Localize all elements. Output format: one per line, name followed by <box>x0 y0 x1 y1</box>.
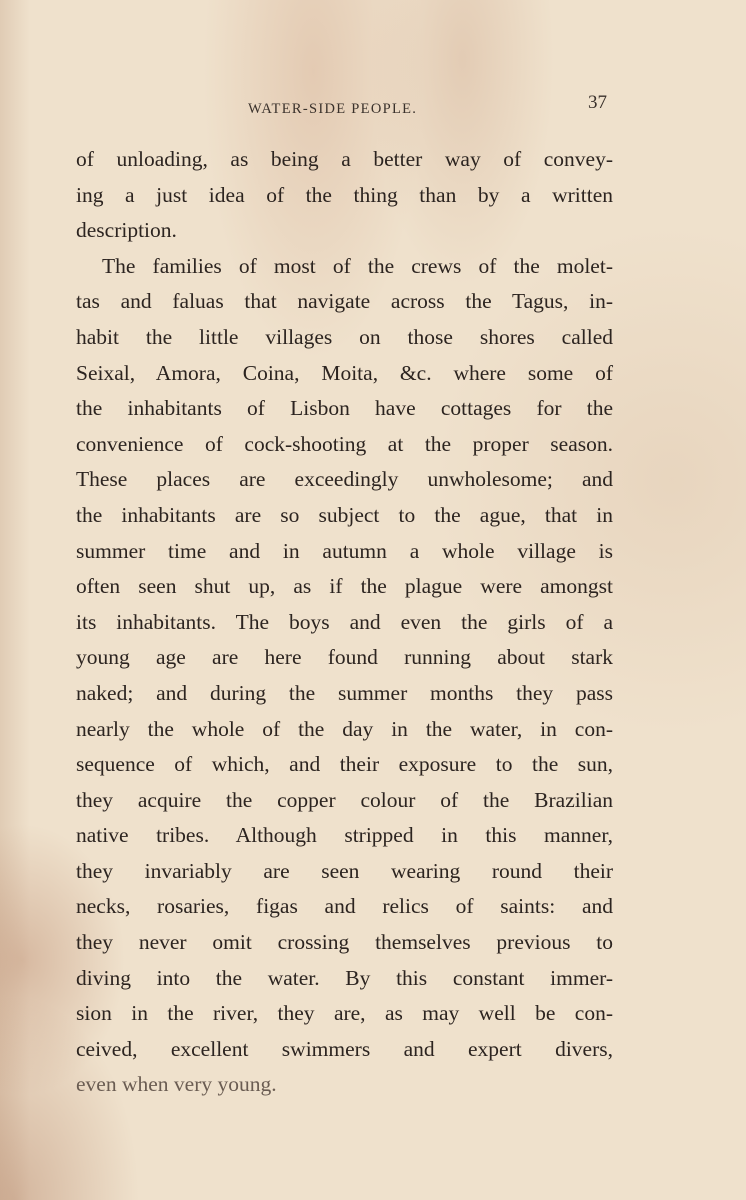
text-line: convenience of cock-shooting at the proper season. <box>76 431 613 456</box>
body-text <box>76 142 613 1103</box>
text-line: tas and faluas that navigate across the Tagus, in- <box>76 289 613 314</box>
text-line: description. <box>76 218 177 243</box>
text-line: even when very young. <box>76 1072 277 1097</box>
text-line: ceived, excellent swimmers and expert divers, <box>76 1036 613 1061</box>
text-line: sion in the river, they are, as may well be con- <box>76 1001 613 1026</box>
text-line: sequence of which, and their exposure to the sun, <box>76 752 613 777</box>
text-line: summer time and in autumn a whole village is <box>76 538 613 563</box>
text-line: diving into the water. By this constant immer- <box>76 965 613 990</box>
text-line: they acquire the copper colour of the Brazilian <box>76 787 613 812</box>
text-line: young age are here found running about stark <box>76 645 613 670</box>
running-head: WATER-SIDE PEOPLE. <box>248 101 418 117</box>
text-line: the inhabitants are so subject to the ague, that in <box>76 502 613 527</box>
text-line: habit the little villages on those shores called <box>76 324 613 349</box>
text-line: ing a just idea of the thing than by a written <box>76 182 613 207</box>
text-line: naked; and during the summer months they pass <box>76 680 613 705</box>
page-number: 37 <box>588 92 607 113</box>
text-line: they never omit crossing themselves previous to <box>76 930 613 955</box>
text-line: necks, rosaries, figas and relics of saints: and <box>76 894 613 919</box>
text-line: often seen shut up, as if the plague were amongst <box>76 574 613 599</box>
text-line: Seixal, Amora, Coina, Moita, &c. where some of <box>76 360 613 385</box>
text-line: they invariably are seen wearing round their <box>76 858 613 883</box>
text-line: These places are exceedingly unwholesome; and <box>76 467 613 492</box>
text-line: The families of most of the crews of the molet- <box>102 253 613 278</box>
text-line: nearly the whole of the day in the water, in con- <box>76 716 613 741</box>
text-line: native tribes. Although stripped in this manner, <box>76 823 613 848</box>
text-line: the inhabitants of Lisbon have cottages for the <box>76 396 613 421</box>
text-line: its inhabitants. The boys and even the girls of a <box>76 609 613 634</box>
text-line: of unloading, as being a better way of convey- <box>76 147 613 171</box>
